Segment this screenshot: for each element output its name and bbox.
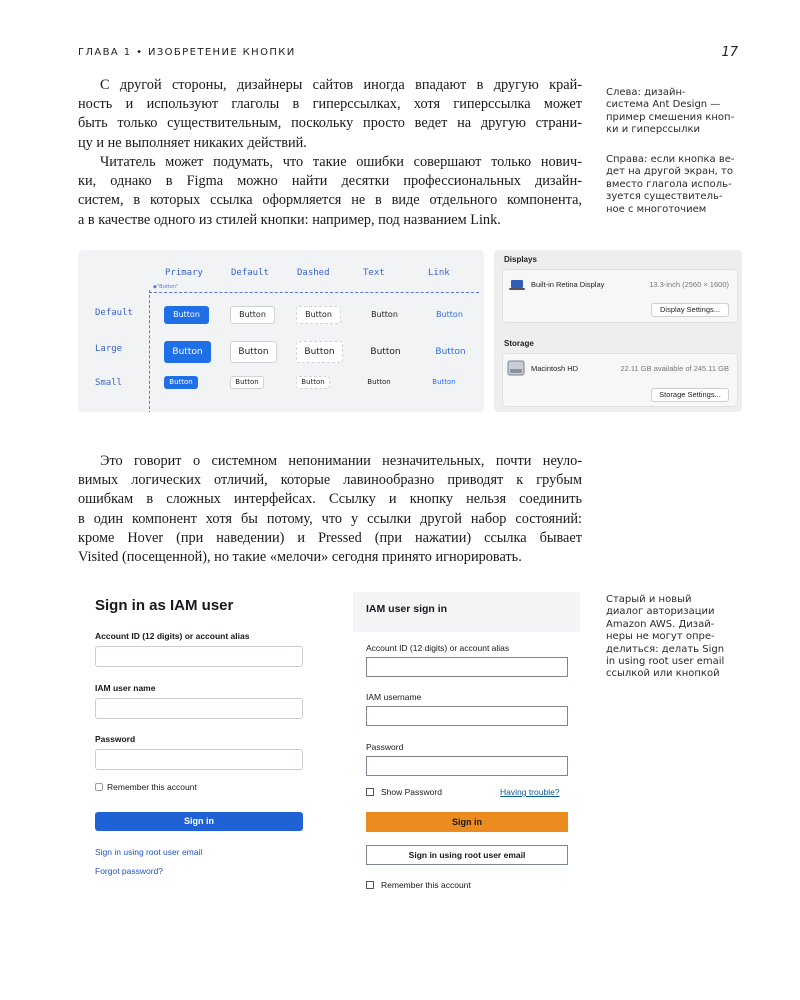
caption-line: Amazon AWS. Дизай- <box>606 618 715 630</box>
caption-line: Старый и новый <box>606 594 692 605</box>
text-button-small[interactable]: Button <box>367 378 391 386</box>
laptop-icon <box>509 279 525 291</box>
default-button-small[interactable]: Button <box>230 376 264 389</box>
dashed-button-small[interactable]: Button <box>296 376 330 389</box>
old-remember-label: Remember this account <box>107 782 197 792</box>
caption-line: Слева: дизайн- <box>606 87 686 98</box>
caption-line: ное с многоточием <box>606 203 707 215</box>
caption-line: дет на другой экран, то <box>606 166 733 178</box>
macos-about-panel <box>494 250 742 412</box>
running-head: ГЛАВА 1 • ИЗОБРЕТЕНИЕ КНОПКИ <box>78 47 296 58</box>
paragraph-line: кроме Hover (при наведении) и Pressed (при нажатии) ссылка бывает <box>78 529 582 546</box>
display-name: Built-in Retina Display <box>531 280 605 289</box>
paragraph-line: в один компонент хотя бы потому, что у ссылки другой набор состояний: <box>78 510 582 527</box>
new-password-input[interactable] <box>366 756 568 776</box>
row-label-large: Large <box>95 344 123 354</box>
component-boundary-vertical <box>149 290 150 412</box>
old-remember-checkbox[interactable] <box>95 783 103 791</box>
old-account-label: Account ID (12 digits) or account alias <box>95 631 250 641</box>
paragraph-line: а в качестве одного из стилей кнопки: например, под названием Link. <box>78 211 501 228</box>
column-label-default: Default <box>231 268 269 278</box>
storage-settings-button[interactable]: Storage Settings... <box>651 388 729 402</box>
caption-line: ки и гиперссылки <box>606 124 701 136</box>
primary-button-small[interactable]: Button <box>164 376 198 389</box>
paragraph-2 <box>78 153 582 230</box>
storage-name: Macintosh HD <box>531 364 579 373</box>
paragraph-line: цу и не выполняет никаких действий. <box>78 134 307 151</box>
caption-line: неры не могут опре- <box>606 631 715 643</box>
link-button-default[interactable]: Button <box>436 310 463 319</box>
aws-caption <box>606 594 724 681</box>
caption-line: пример смешения кноп- <box>606 111 735 123</box>
new-remember-checkbox[interactable] <box>366 881 374 889</box>
caption-line: вместо глагола исполь- <box>606 178 732 190</box>
column-label-text: Text <box>363 268 385 278</box>
paragraph-1 <box>78 76 582 153</box>
paragraph-3 <box>78 452 582 567</box>
caption-line: система Ant Design — <box>606 99 721 111</box>
dashed-button-large[interactable]: Button <box>296 341 343 363</box>
component-boundary-horizontal <box>149 292 479 293</box>
primary-button-large[interactable]: Button <box>164 341 211 363</box>
column-label-link: Link <box>428 268 450 278</box>
dashed-button-default[interactable]: Button <box>296 306 341 324</box>
old-signin-title: Sign in as IAM user <box>95 597 234 614</box>
new-account-input[interactable] <box>366 657 568 677</box>
old-account-input[interactable] <box>95 646 303 667</box>
component-tag: ◆"Button" <box>153 284 179 290</box>
old-signin-button[interactable]: Sign in <box>95 812 303 831</box>
new-password-label: Password <box>366 742 404 752</box>
default-button-large[interactable]: Button <box>230 341 277 363</box>
new-signin-title: IAM user sign in <box>366 603 448 615</box>
having-trouble-link[interactable]: Having trouble? <box>500 787 560 797</box>
row-label-small: Small <box>95 378 123 388</box>
display-settings-button[interactable]: Display Settings... <box>651 303 729 317</box>
new-root-user-button[interactable]: Sign in using root user email <box>366 845 568 865</box>
old-forgot-password-link[interactable]: Forgot password? <box>95 866 164 876</box>
right-caption <box>606 154 735 216</box>
caption-line: зуется существитель- <box>606 191 723 203</box>
old-root-user-link[interactable]: Sign in using root user email <box>95 847 203 857</box>
primary-button-default[interactable]: Button <box>164 306 209 324</box>
paragraph-line: вимых логических отличий, которые лавинообразно приводят к грубым <box>78 472 582 489</box>
paragraph-line: быть только существительным, поскольку просто ведет на другую страни- <box>78 115 582 132</box>
paragraph-line: С другой стороны, дизайнеры сайтов иногда впадают в другую край- <box>100 77 582 93</box>
display-resolution: 13.3-inch (2560 × 1600) <box>649 280 729 289</box>
old-password-label: Password <box>95 734 136 744</box>
old-password-input[interactable] <box>95 749 303 770</box>
new-signin-button[interactable]: Sign in <box>366 812 568 832</box>
column-label-primary: Primary <box>165 268 203 278</box>
paragraph-line: ность и используют глаголы в гиперссылках, хотя гиперссылка может <box>78 96 582 113</box>
paragraph-line: Читатель может подумать, что такие ошибки совершают только нович- <box>100 154 582 170</box>
new-username-label: IAM username <box>366 692 422 702</box>
displays-card <box>502 269 738 323</box>
hard-drive-icon <box>507 360 525 376</box>
ant-design-panel <box>78 250 484 412</box>
storage-value: 22.11 GB available of 245.11 GB <box>620 364 729 373</box>
show-password-label: Show Password <box>381 787 442 797</box>
paragraph-line: Visited (посещенной), но такие «мелочи» сегодня принято игнорировать. <box>78 549 522 566</box>
storage-heading: Storage <box>504 339 534 348</box>
caption-line: in using root user email <box>606 656 725 668</box>
new-account-label: Account ID (12 digits) or account alias <box>366 643 510 653</box>
new-remember-label: Remember this account <box>381 880 471 890</box>
link-button-small[interactable]: Button <box>432 378 456 386</box>
paragraph-line: ки, однако в Figma можно найти десятки профессиональных дизайн- <box>78 173 582 190</box>
link-button-large[interactable]: Button <box>435 347 466 357</box>
paragraph-line: систем, в которых ссылка оформляется не в виде отдельного компонента, <box>78 192 582 209</box>
left-caption <box>606 87 734 137</box>
old-username-input[interactable] <box>95 698 303 719</box>
displays-heading: Displays <box>504 255 537 264</box>
page-number: 17 <box>721 45 738 60</box>
default-button-default[interactable]: Button <box>230 306 275 324</box>
caption-line: Справа: если кнопка ве- <box>606 154 735 165</box>
show-password-checkbox[interactable] <box>366 788 374 796</box>
text-button-default[interactable]: Button <box>371 310 398 319</box>
old-username-label: IAM user name <box>95 683 156 693</box>
paragraph-line: ошибкам в сложных интерфейсах. Ссылку и кнопку нельзя соединить <box>78 491 582 508</box>
storage-card <box>502 353 738 407</box>
text-button-large[interactable]: Button <box>370 347 401 357</box>
caption-line: диалог авторизации <box>606 606 715 618</box>
column-label-dashed: Dashed <box>297 268 330 278</box>
caption-line: делиться: делать Sign <box>606 643 725 655</box>
row-label-default: Default <box>95 308 133 318</box>
new-username-input[interactable] <box>366 706 568 726</box>
caption-line: ссылкой или кнопкой <box>606 668 720 680</box>
paragraph-line: Это говорит о системном непонимании незначительных, почти неуло- <box>100 453 582 469</box>
